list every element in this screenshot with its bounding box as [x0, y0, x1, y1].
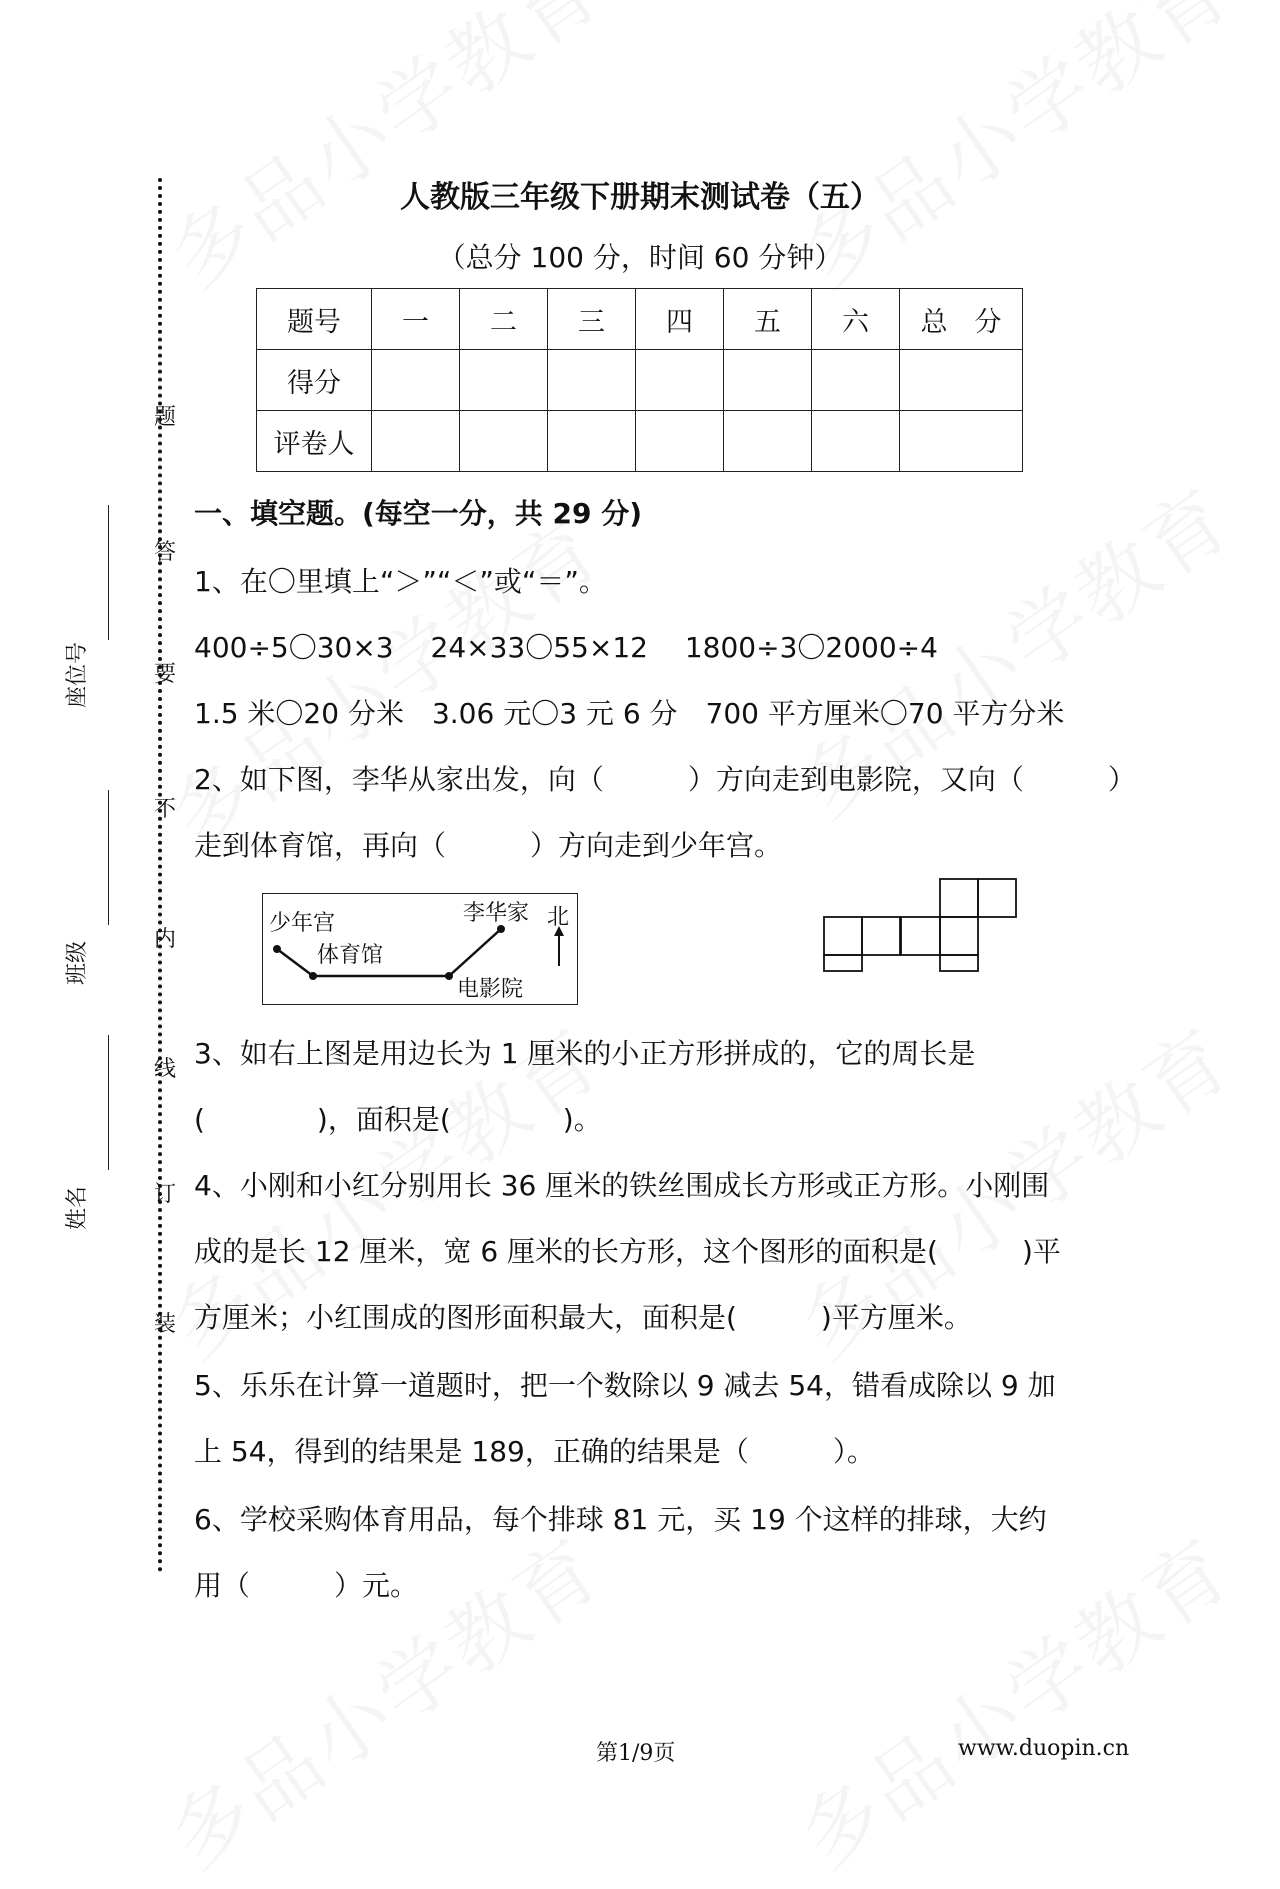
question-2-line-2: 走到体育馆，再向（ ）方向走到少年宫。 — [194, 829, 783, 862]
question-1-line-1: 400÷5〇30×3 24×33〇55×12 1800÷3〇2000÷4 — [194, 631, 938, 664]
question-5-line-1: 5、乐乐在计算一道题时，把一个数除以 9 减去 54，错看成除以 9 加 — [194, 1369, 1056, 1402]
grader-cell[interactable] — [900, 411, 1023, 472]
score-table — [256, 288, 1023, 472]
table-row-label: 得分 — [257, 350, 372, 411]
seat-number-blank[interactable] — [108, 505, 109, 640]
question-1-line-2: 1.5 米〇20 分米 3.06 元〇3 元 6 分 700 平方厘米〇70 平方分米 — [194, 697, 1065, 730]
score-cell[interactable] — [636, 350, 724, 411]
table-header-cell: 六 — [812, 289, 900, 350]
binding-char: 装 — [153, 1312, 176, 1337]
grader-cell[interactable] — [548, 411, 636, 472]
table-header-cell: 题号 — [257, 289, 372, 350]
binding-char: 要 — [153, 662, 176, 687]
watermark — [773, 1506, 1252, 1889]
page-subtitle: （总分 100 分，时间 60 分钟） — [437, 241, 843, 274]
question-1: 1、在〇里填上“＞”“＜”或“＝”。 — [194, 565, 607, 598]
binding-dotted-line — [158, 178, 162, 1573]
score-cell[interactable] — [900, 350, 1023, 411]
table-header-cell: 二 — [460, 289, 548, 350]
score-cell[interactable] — [812, 350, 900, 411]
table-row — [257, 289, 1023, 350]
table-header-cell: 总 分 — [900, 289, 1023, 350]
binding-char: 订 — [153, 1182, 176, 1207]
grader-cell[interactable] — [812, 411, 900, 472]
question-5-line-2: 上 54，得到的结果是 189，正确的结果是（ ）。 — [194, 1435, 875, 1468]
table-row-label: 评卷人 — [257, 411, 372, 472]
map-label-shaoniangong: 少年宫 — [269, 911, 336, 936]
table-row — [257, 411, 1023, 472]
page-number: 第1/9页 — [596, 1741, 676, 1766]
grader-cell[interactable] — [372, 411, 460, 472]
score-cell[interactable] — [724, 350, 812, 411]
class-label: 班级 — [65, 940, 90, 985]
score-cell[interactable] — [460, 350, 548, 411]
table-header-cell: 五 — [724, 289, 812, 350]
score-cell[interactable] — [548, 350, 636, 411]
name-blank[interactable] — [108, 1035, 109, 1170]
seat-number-label: 座位号 — [65, 641, 90, 708]
grader-cell[interactable] — [636, 411, 724, 472]
binding-char: 线 — [153, 1057, 176, 1082]
binding-char: 不 — [153, 797, 176, 822]
question-6-line-2: 用（ ）元。 — [194, 1569, 419, 1602]
name-label: 姓名 — [65, 1185, 90, 1230]
score-cell[interactable] — [372, 350, 460, 411]
binding-char: 答 — [153, 540, 176, 565]
map-label-tiyuguan: 体育馆 — [317, 943, 384, 968]
question-4-line-3: 方厘米；小红围成的图形面积最大，面积是( )平方厘米。 — [194, 1301, 972, 1334]
binding-char: 题 — [153, 405, 176, 430]
watermark — [143, 486, 622, 869]
page-title: 人教版三年级下册期末测试卷（五） — [400, 180, 880, 215]
class-blank[interactable] — [108, 790, 109, 925]
question-2-line-1: 2、如下图，李华从家出发，向（ ）方向走到电影院，又向（ ） — [194, 763, 1136, 796]
grader-cell[interactable] — [460, 411, 548, 472]
table-header-cell: 三 — [548, 289, 636, 350]
map-label-dianyingyuan: 电影院 — [457, 977, 524, 1002]
table-header-cell: 一 — [372, 289, 460, 350]
question-3-line-1: 3、如右上图是用边长为 1 厘米的小正方形拼成的，它的周长是 — [194, 1037, 976, 1070]
footer-site: www.duopin.cn — [958, 1736, 1130, 1761]
section-heading: 一、填空题。(每空一分，共 29 分) — [194, 497, 643, 530]
map-label-lihuajia: 李华家 — [463, 901, 530, 926]
route-map — [262, 893, 578, 1005]
question-6-line-1: 6、学校采购体育用品，每个排球 81 元，买 19 个这样的排球，大约 — [194, 1503, 1047, 1536]
question-4-line-1: 4、小刚和小红分别用长 36 厘米的铁丝围成长方形或正方形。小刚围 — [194, 1169, 1050, 1202]
question-3-line-2: ( )，面积是( )。 — [194, 1103, 602, 1136]
north-label: 北 — [547, 905, 570, 930]
table-header-cell: 四 — [636, 289, 724, 350]
grader-cell[interactable] — [724, 411, 812, 472]
binding-char: 内 — [153, 927, 176, 952]
table-row — [257, 350, 1023, 411]
square-grid-figure — [820, 875, 1020, 975]
question-4-line-2: 成的是长 12 厘米，宽 6 厘米的长方形，这个图形的面积是( )平 — [194, 1235, 1061, 1268]
